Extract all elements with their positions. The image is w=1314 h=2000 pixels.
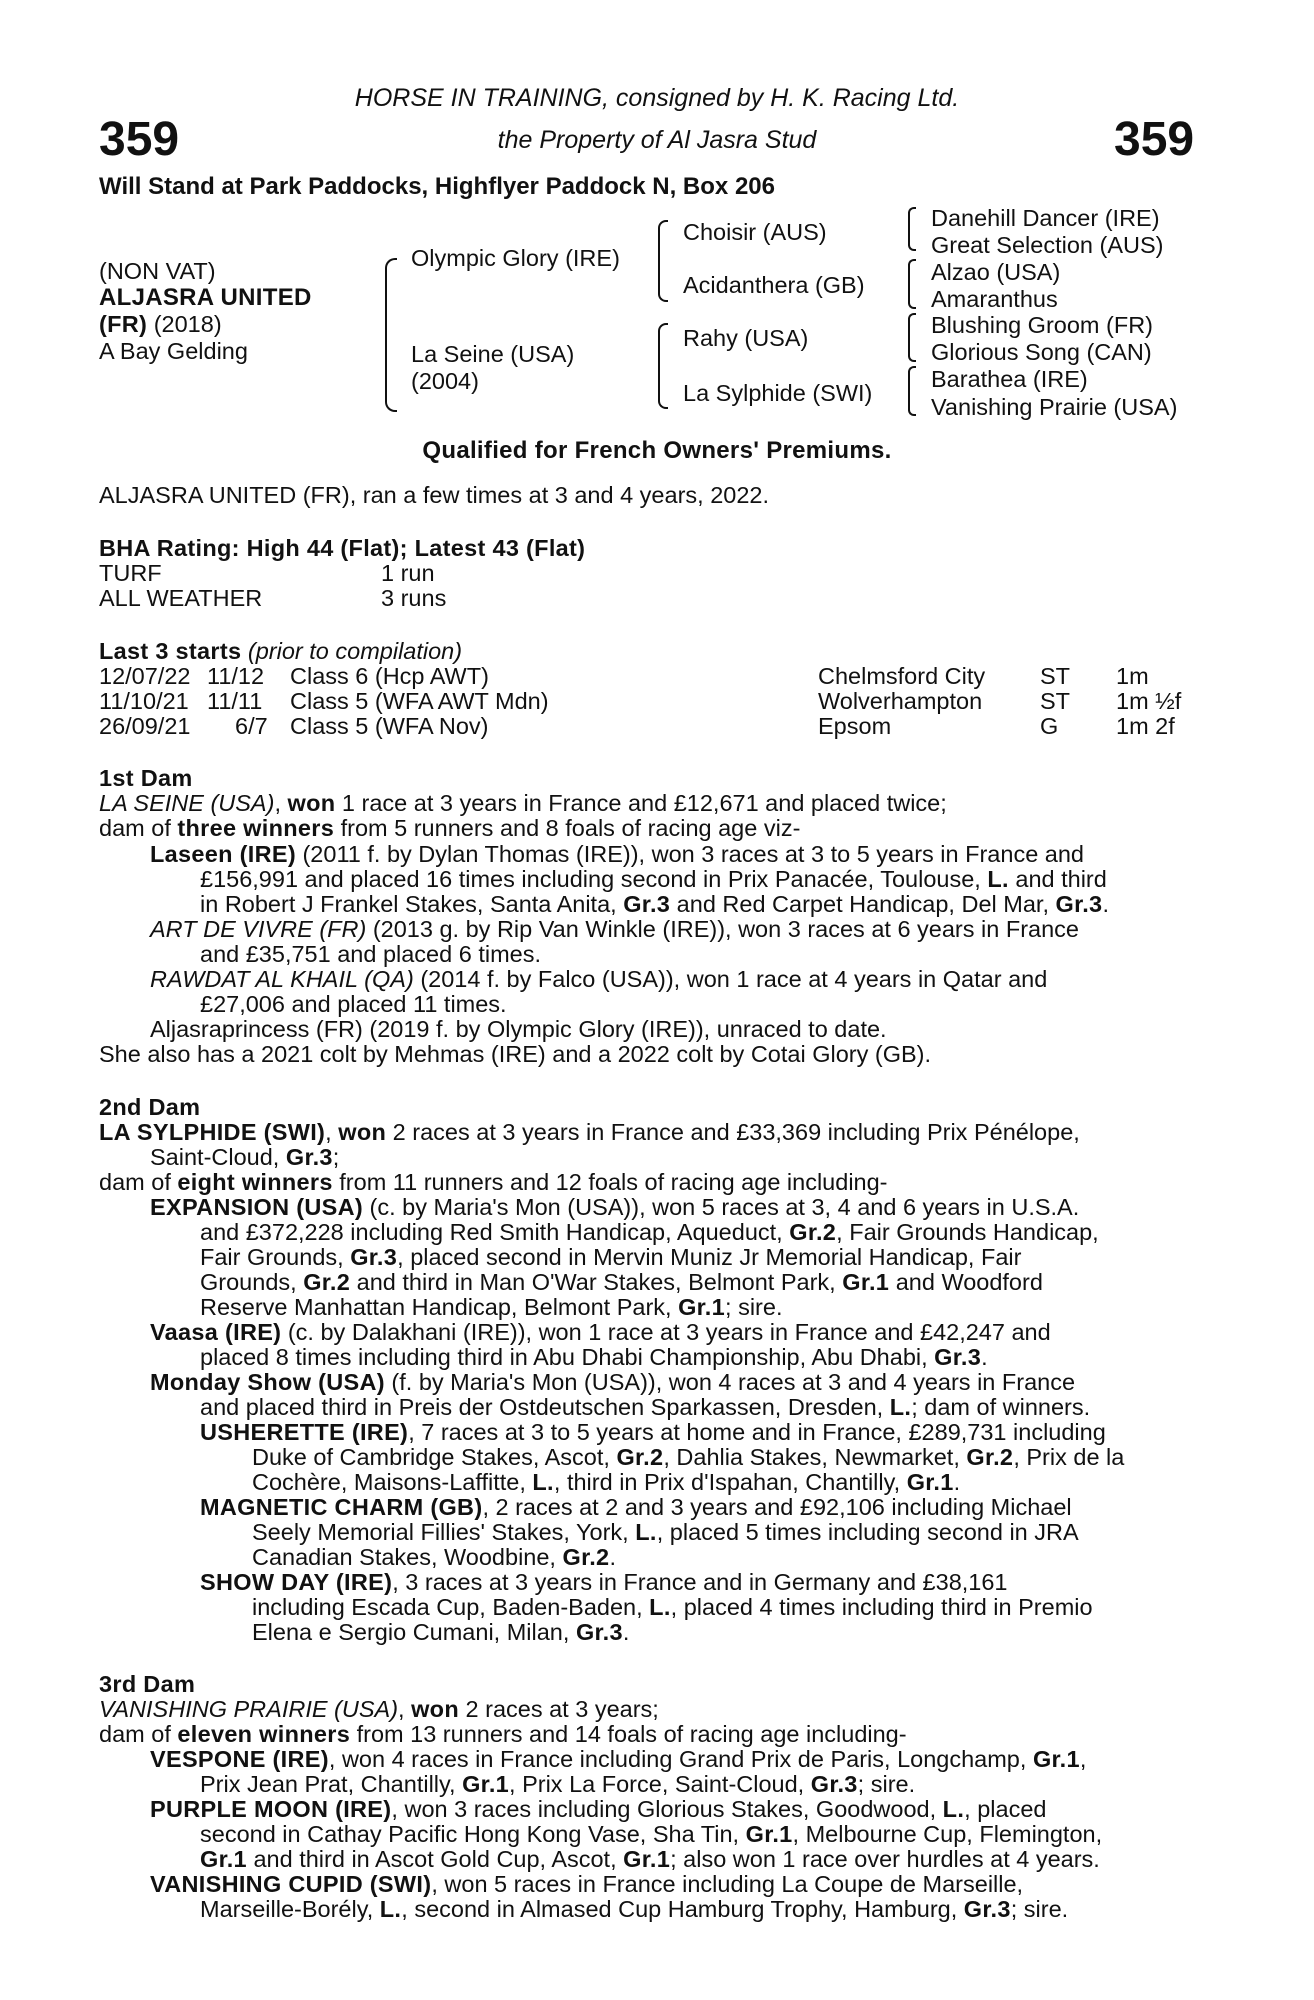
pedigree-dam-dam: La Sylphide (SWI) xyxy=(683,380,873,406)
consignment-line: HORSE IN TRAINING, consigned by H. K. Racing Ltd. xyxy=(354,84,960,112)
pedigree-sss: Danehill Dancer (IRE) xyxy=(931,205,1160,231)
first-dam-winners: three winners xyxy=(177,815,335,841)
van-l1 xyxy=(150,1872,1023,1898)
horse-country-year xyxy=(99,311,222,338)
van-l2 xyxy=(200,1897,1068,1923)
second-dam-of-pre: dam of xyxy=(99,1169,178,1195)
ush-l3a: Cochère, Maisons-Laffitte, xyxy=(252,1469,533,1495)
race-summary: ALJASRA UNITED (FR), ran a few times at 3 and 4 years, 2022. xyxy=(99,482,770,508)
laseen-l2 xyxy=(200,867,1107,893)
show-l3a: Elena e Sergio Cumani, Milan, xyxy=(252,1619,576,1645)
pedigree-ddd: Vanishing Prairie (USA) xyxy=(931,394,1178,420)
second-dam-name: LA SYLPHIDE (SWI) xyxy=(99,1119,326,1145)
exp-l2b: Gr.2 xyxy=(789,1219,837,1245)
van-l2a: Marseille-Borély, xyxy=(200,1896,380,1922)
laseen-l1-text: (2011 f. by Dylan Thomas (IRE)), won 3 races at 3 to 5 years in France and xyxy=(295,841,1084,867)
ush-l2c: , Dahlia Stakes, Newmarket, xyxy=(663,1444,967,1470)
monday-l2b: L. xyxy=(889,1394,912,1420)
exp-l5c: ; sire. xyxy=(725,1294,783,1320)
start-pos-2: 11/11 xyxy=(207,688,263,714)
show-l2 xyxy=(252,1595,1093,1621)
second-dam-line1: LA SYLPHIDE (SWI), won 2 races at 3 years in France and £33,369 including Prix Pénélope, xyxy=(99,1119,1080,1145)
property-line: the Property of Al Jasra Stud xyxy=(497,126,817,154)
show-l3 xyxy=(252,1620,629,1646)
ves-l2 xyxy=(200,1772,915,1798)
pedigree-sire-dam: Acidanthera (GB) xyxy=(683,272,865,298)
start-date-1: 12/07/22 xyxy=(99,663,191,689)
pur-l2c: , Melbourne Cup, Flemington, xyxy=(792,1821,1103,1847)
first-dam-won-text: 1 race at 3 years in France and £12,671 and placed twice; xyxy=(335,790,947,816)
ush-l3d: Gr.1 xyxy=(906,1469,954,1495)
rating-surface-aw: ALL WEATHER xyxy=(99,585,263,611)
vaasa-l2 xyxy=(200,1345,988,1371)
ush-l1 xyxy=(200,1420,1106,1446)
first-dam-line: LA SEINE (USA), won 1 race at 3 years in France and £12,671 and placed twice; xyxy=(99,790,947,816)
vaasa-l2b: Gr.3 xyxy=(934,1344,982,1370)
mag-l3a: Canadian Stakes, Woodbine, xyxy=(252,1544,563,1570)
third-dam-produce-line xyxy=(99,1722,907,1748)
rating-surface-turf: TURF xyxy=(99,560,162,586)
vaasa-l2c: . xyxy=(981,1344,988,1370)
last-starts-title: Last 3 starts xyxy=(99,638,242,664)
pur-l2a: second in Cathay Pacific Hong Kong Vase, Sha Tin, xyxy=(200,1821,746,1847)
ves-l1b: Gr.1 xyxy=(1032,1746,1080,1772)
pedigree-ssd: Great Selection (AUS) xyxy=(931,232,1164,258)
ves-l1c: , xyxy=(1079,1746,1087,1772)
monday-l2a: and placed third in Preis der Ostdeutschen Sparkassen, Dresden, xyxy=(200,1394,890,1420)
pur-l2b: Gr.1 xyxy=(745,1821,793,1847)
mag-l3c: . xyxy=(609,1544,616,1570)
laseen-l3b: Gr.3 xyxy=(623,891,671,917)
third-dam-won-text: 2 races at 3 years; xyxy=(458,1696,659,1722)
laseen-l3d: Gr.3 xyxy=(1055,891,1103,917)
exp-l4b: Gr.2 xyxy=(303,1269,351,1295)
van-l2c: , second in Almased Cup Hamburg Trophy, Hamburg, xyxy=(401,1896,964,1922)
monday-l1 xyxy=(150,1370,1075,1396)
pedigree-bracket-main xyxy=(385,258,397,412)
pur-name: PURPLE MOON (IRE) xyxy=(150,1796,392,1822)
start-race-1: Class 6 (Hcp AWT) xyxy=(290,663,489,689)
laseen-l3c: and Red Carpet Handicap, Del Mar, xyxy=(670,891,1056,917)
mag-l1 xyxy=(200,1495,1072,1521)
pedigree-bracket-dam xyxy=(658,323,668,409)
start-dist-2: 1m ½f xyxy=(1116,688,1182,714)
ves-l1a: , won 4 races in France including Grand Prix de Paris, Longchamp, xyxy=(328,1746,1033,1772)
second-dam-winners: eight winners xyxy=(177,1169,333,1195)
start-going-3: G xyxy=(1040,713,1059,739)
exp-l4e: and Woodford xyxy=(889,1269,1043,1295)
pedigree-dds: Barathea (IRE) xyxy=(931,366,1088,392)
ves-l2e: ; sire. xyxy=(857,1771,916,1797)
laseen-l2a: £156,991 and placed 16 times including second in Prix Panacée, Toulouse, xyxy=(200,866,988,892)
start-race-3: Class 5 (WFA Nov) xyxy=(290,713,489,739)
exp-l5a: Reserve Manhattan Handicap, Belmont Park, xyxy=(200,1294,679,1320)
rawdat-l2: £27,006 and placed 11 times. xyxy=(200,991,507,1017)
pur-l1c: , placed xyxy=(964,1796,1047,1822)
ush-l2 xyxy=(252,1445,1124,1471)
third-dam-heading: 3rd Dam xyxy=(99,1671,196,1697)
pedigree-sire: Olympic Glory (IRE) xyxy=(411,245,620,271)
van-l1-text: , won 5 races in France including La Coupe de Marseille, xyxy=(431,1871,1024,1897)
laseen-l2c: and third xyxy=(1008,866,1107,892)
monday-l2c: ; dam of winners. xyxy=(911,1394,1091,1420)
pedigree-dam-sire: Rahy (USA) xyxy=(683,325,809,351)
start-dist-1: 1m xyxy=(1116,663,1149,689)
start-pos-1: 11/12 xyxy=(207,663,265,689)
horse-description: A Bay Gelding xyxy=(99,338,248,364)
art-l1 xyxy=(150,917,1079,943)
mag-l1-text: , 2 races at 2 and 3 years and £92,106 including Michael xyxy=(482,1494,1072,1520)
monday-l2 xyxy=(200,1395,1090,1421)
second-dam-heading: 2nd Dam xyxy=(99,1094,201,1120)
mag-name: MAGNETIC CHARM (GB) xyxy=(200,1494,483,1520)
monday-l1-text: (f. by Maria's Mon (USA)), won 4 races at 3 and 4 years in France xyxy=(384,1369,1076,1395)
monday-name: Monday Show (USA) xyxy=(150,1369,385,1395)
second-dam-of-post: from 11 runners and 12 foals of racing age including- xyxy=(332,1169,888,1195)
ush-l2b: Gr.2 xyxy=(616,1444,664,1470)
show-name: SHOW DAY (IRE) xyxy=(200,1569,393,1595)
exp-l2c: , Fair Grounds Handicap, xyxy=(836,1219,1099,1245)
ves-l2a: Prix Jean Prat, Chantilly, xyxy=(200,1771,463,1797)
van-l2e: ; sire. xyxy=(1010,1896,1069,1922)
exp-name: EXPANSION (USA) xyxy=(150,1194,363,1220)
pur-l3a: Gr.1 xyxy=(200,1846,247,1872)
first-dam-of-pre: dam of xyxy=(99,815,178,841)
show-l3b: Gr.3 xyxy=(575,1619,623,1645)
first-dam-also: She also has a 2021 colt by Mehmas (IRE) and a 2022 colt by Cotai Glory (GB). xyxy=(99,1041,932,1067)
pur-l1 xyxy=(150,1797,1046,1823)
pedigree-sire-sire: Choisir (AUS) xyxy=(683,219,827,245)
exp-l4c: and third in Man O'War Stakes, Belmont Park, xyxy=(350,1269,843,1295)
ush-l3b: L. xyxy=(532,1469,554,1495)
start-course-1: Chelmsford City xyxy=(818,663,986,689)
rawdat-l1-text: (2014 f. by Falco (USA)), won 1 race at 4 years in Qatar and xyxy=(413,966,1048,992)
pedigree-bracket-4 xyxy=(908,366,916,416)
qualified-note: Qualified for French Owners' Premiums. xyxy=(422,437,892,464)
exp-l1-text: (c. by Maria's Mon (USA)), won 5 races at 3, 4 and 6 years in U.S.A. xyxy=(362,1194,1080,1220)
stand-location: Will Stand at Park Paddocks, Highflyer Paddock N, Box 206 xyxy=(99,173,775,200)
mag-l2b: L. xyxy=(635,1519,657,1545)
pur-l3d: ; also won 1 race over hurdles at 4 years. xyxy=(670,1846,1100,1872)
third-dam-sep: , xyxy=(398,1696,412,1722)
start-course-3: Epsom xyxy=(818,713,892,739)
rawdat-l1 xyxy=(150,967,1047,993)
lot-number-right: 359 xyxy=(1114,113,1195,166)
vaasa-l2a: placed 8 times including third in Abu Dhabi Championship, Abu Dhabi, xyxy=(200,1344,935,1370)
bha-rating-title: BHA Rating: High 44 (Flat); Latest 43 (Flat) xyxy=(99,535,586,561)
pedigree-sdd: Amaranthus xyxy=(931,286,1058,312)
exp-l3a: Fair Grounds, xyxy=(200,1244,351,1270)
pur-l1a: , won 3 races including Glorious Stakes, Goodwood, xyxy=(391,1796,943,1822)
third-dam-won: won xyxy=(411,1696,459,1722)
ves-l2b: Gr.1 xyxy=(462,1771,510,1797)
mag-l2a: Seely Memorial Fillies' Stakes, York, xyxy=(252,1519,636,1545)
van-l2b: L. xyxy=(379,1896,402,1922)
first-dam-won: won xyxy=(287,790,336,816)
second-dam-produce-line xyxy=(99,1170,888,1196)
laseen-l1 xyxy=(150,842,1084,868)
show-l3c: . xyxy=(622,1619,630,1645)
art-name: ART DE VIVRE (FR) xyxy=(150,916,367,942)
pedigree-bracket-sire xyxy=(658,220,668,302)
mag-l3b: Gr.2 xyxy=(562,1544,610,1570)
pur-l1b: L. xyxy=(942,1796,965,1822)
show-l2c: , placed 4 times including third in Premio xyxy=(670,1594,1093,1620)
ves-l2d: Gr.3 xyxy=(810,1771,858,1797)
exp-l3b: Gr.3 xyxy=(350,1244,398,1270)
ush-name: USHERETTE (IRE) xyxy=(200,1419,409,1445)
pedigree-dam-year: (2004) xyxy=(411,368,479,394)
laseen-name: Laseen (IRE) xyxy=(150,841,296,867)
horse-name: ALJASRA UNITED xyxy=(99,284,312,311)
second-dam-l2c: ; xyxy=(332,1144,340,1170)
last-starts-note: (prior to compilation) xyxy=(247,638,463,664)
pedigree-dsd: Glorious Song (CAN) xyxy=(931,339,1152,365)
art-l1-text: (2013 g. by Rip Van Winkle (IRE)), won 3 races at 6 years in France xyxy=(366,916,1080,942)
third-dam-of-post: from 13 runners and 14 foals of racing age including- xyxy=(350,1721,907,1747)
first-dam-heading: 1st Dam xyxy=(99,765,193,791)
second-dam-l2a: Saint-Cloud, xyxy=(150,1144,286,1170)
pedigree-dam: La Seine (USA) xyxy=(411,341,575,367)
ush-l3e: . xyxy=(953,1469,961,1495)
third-dam-of-pre: dam of xyxy=(99,1721,178,1747)
vaasa-l1 xyxy=(150,1320,1051,1346)
ush-l1-text: , 7 races at 3 to 5 years at home and in France, £289,731 including xyxy=(408,1419,1106,1445)
mag-l3 xyxy=(252,1545,616,1571)
first-dam-of-post: from 5 runners and 8 foals of racing age viz- xyxy=(334,815,801,841)
show-l1-text: , 3 races at 3 years in France and in Germany and £38,161 xyxy=(392,1569,1008,1595)
exp-l5 xyxy=(200,1295,782,1321)
start-pos-3: 6/7 xyxy=(235,713,268,739)
ush-l3 xyxy=(252,1470,960,1496)
ush-l2e: , Prix de la xyxy=(1013,1444,1125,1470)
ush-l3c: , third in Prix d'Ispahan, Chantilly, xyxy=(553,1469,907,1495)
horse-year: (2018) xyxy=(153,311,222,337)
exp-l5b: Gr.1 xyxy=(678,1294,726,1320)
start-dist-3: 1m 2f xyxy=(1116,713,1175,739)
pedigree-bracket-1 xyxy=(908,207,916,251)
ush-l2d: Gr.2 xyxy=(966,1444,1014,1470)
show-l2a: including Escada Cup, Baden-Baden, xyxy=(252,1594,650,1620)
exp-l4 xyxy=(200,1270,1043,1296)
mag-l2c: , placed 5 times including second in JRA xyxy=(656,1519,1079,1545)
exp-l2 xyxy=(200,1220,1099,1246)
exp-l1 xyxy=(150,1195,1079,1221)
aljasraprincess: Aljasraprincess (FR) (2019 f. by Olympic Glory (IRE)), unraced to date. xyxy=(150,1016,887,1042)
ves-name: VESPONE (IRE) xyxy=(150,1746,329,1772)
ves-l2c: , Prix La Force, Saint-Cloud, xyxy=(509,1771,811,1797)
ves-l1 xyxy=(150,1747,1086,1773)
third-dam-winners: eleven winners xyxy=(177,1721,351,1747)
third-dam-line xyxy=(99,1697,659,1723)
horse-country: (FR) xyxy=(99,311,148,337)
start-date-2: 11/10/21 xyxy=(99,688,189,714)
pur-l3b: and third in Ascot Gold Cup, Ascot, xyxy=(246,1846,624,1872)
second-dam-line2 xyxy=(150,1145,339,1171)
pur-l3c: Gr.1 xyxy=(623,1846,671,1872)
vaasa-l1-text: (c. by Dalakhani (IRE)), won 1 race at 3 years in France and £42,247 and xyxy=(281,1319,1051,1345)
pedigree-bracket-2 xyxy=(908,259,916,309)
third-dam-name: VANISHING PRAIRIE (USA) xyxy=(99,1696,399,1722)
last-starts-heading xyxy=(99,639,462,665)
art-l2: and £35,751 and placed 6 times. xyxy=(200,941,542,967)
first-dam-produce-line xyxy=(99,816,800,842)
lot-number-left: 359 xyxy=(99,113,180,166)
van-l2d: Gr.3 xyxy=(963,1896,1011,1922)
van-name: VANISHING CUPID (SWI) xyxy=(150,1871,432,1897)
rating-runs-aw: 3 runs xyxy=(381,585,447,611)
vat-status: (NON VAT) xyxy=(99,258,216,284)
ush-l2a: Duke of Cambridge Stakes, Ascot, xyxy=(252,1444,617,1470)
vaasa-name: Vaasa (IRE) xyxy=(150,1319,282,1345)
start-going-2: ST xyxy=(1040,688,1071,714)
pedigree-sds: Alzao (USA) xyxy=(931,259,1061,285)
start-date-3: 26/09/21 xyxy=(99,713,191,739)
rawdat-name: RAWDAT AL KHAIL (QA) xyxy=(150,966,414,992)
laseen-l3 xyxy=(200,892,1109,918)
pedigree-bracket-3 xyxy=(908,313,916,362)
exp-l3 xyxy=(200,1245,1021,1271)
second-dam-l2b: Gr.3 xyxy=(285,1144,333,1170)
pedigree-dss: Blushing Groom (FR) xyxy=(931,312,1153,338)
second-dam-l1-text: 2 races at 3 years in France and £33,369 including Prix Pénélope, xyxy=(386,1119,1080,1145)
start-course-2: Wolverhampton xyxy=(818,688,983,714)
exp-l3c: , placed second in Mervin Muniz Jr Memorial Handicap, Fair xyxy=(397,1244,1022,1270)
pur-l3 xyxy=(200,1847,1100,1873)
laseen-l3a: in Robert J Frankel Stakes, Santa Anita, xyxy=(200,891,624,917)
laseen-l3e: . xyxy=(1102,891,1109,917)
show-l1 xyxy=(200,1570,1008,1596)
first-dam-name: LA SEINE (USA) xyxy=(99,790,275,816)
second-dam-won: won xyxy=(338,1119,387,1145)
mag-l2 xyxy=(252,1520,1079,1546)
show-l2b: L. xyxy=(649,1594,671,1620)
start-race-2: Class 5 (WFA AWT Mdn) xyxy=(290,688,549,714)
exp-l4a: Grounds, xyxy=(200,1269,304,1295)
start-going-1: ST xyxy=(1040,663,1071,689)
pur-l2 xyxy=(200,1822,1102,1848)
rating-runs-turf: 1 run xyxy=(381,560,435,586)
laseen-l2b: L. xyxy=(987,866,1009,892)
exp-l2a: and £372,228 including Red Smith Handicap, Aqueduct, xyxy=(200,1219,790,1245)
exp-l4d: Gr.1 xyxy=(842,1269,890,1295)
